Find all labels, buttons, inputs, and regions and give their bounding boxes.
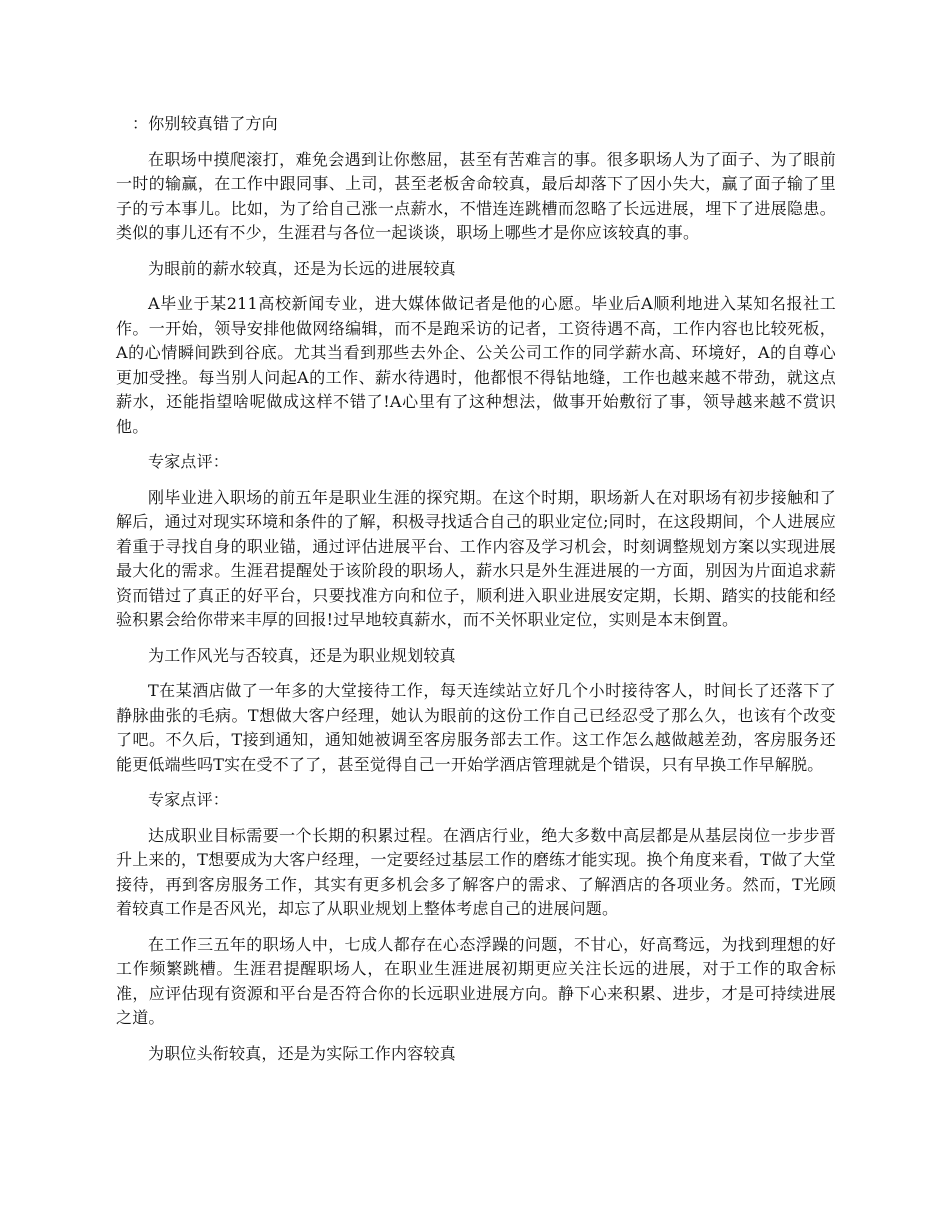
section-heading-salary: 为眼前的薪水较真，还是为长远的进展较真 [148,258,456,278]
section-heading-job-title: 为职位头衔较真，还是为实际工作内容较真 [148,1043,456,1063]
case-paragraph-t: T在某酒店做了一年多的大堂接待工作，每天连续站立好几个小时接待客人，时间长了还落下了静脉曲张的毛病。T想做大客户经理，她认为眼前的这份工作自己已经忍受了那么久，也该有个改变了吧。不久后，T接到通知，通知她被调至客房服务部去工作。这工作怎么越做越差劲，客房服务还能更低端些吗T实在受不了了，甚至觉得自己一开始学酒店管理就是个错误，只有早换工作早解脱。 [116,681,836,774]
case-paragraph-a: A毕业于某211高校新闻专业，进大媒体做记者是他的心愿。毕业后A顺利地进入某知名报社工作。一开始，领导安排他做网络编辑，而不是跑采访的记者，工资待遇不高，工作内容也比较死板，A的心情瞬间跌到谷底。尤其当看到那些去外企、公关公司工作的同学薪水高、环境好，A的自尊心更加受挫。每当别人问起A的工作、薪水待遇时，他都恨不得钻地缝，工作也越来越不带劲，就这点薪水，还能指望啥呢做成这样不错了!A心里有了这种想法，做事开始敷衍了事，领导越来越不赏识他。 [116,294,836,436]
advice-paragraph: 在工作三五年的职场人中，七成人都存在心态浮躁的问题，不甘心，好高骛远，为找到理想的好工作频繁跳槽。生涯君提醒职场人，在职业生涯进展初期更应关注长远的进展，对于工作的取舍标准，应评估现有资源和平台是否符合你的长远职业进展方向。静下心来积累、进步，才是可持续进展之道。 [116,934,836,1027]
document-title: ：你别较真错了方向 [132,114,278,133]
expert-comment-label: 专家点评： [148,790,230,809]
expert-comment-paragraph: 刚毕业进入职场的前五年是职业生涯的探究期。在这个时期，职场新人在对职场有初步接触和了解后，通过对现实环境和条件的了解，积极寻找适合自己的职业定位;同时，在这段期间，个人进展应着重于寻找自身的职业锚，通过评估进展平台、工作内容及学习机会，时刻调整规划方案以实现进展最大化的需求。生涯君提醒处于该阶段的职场人，薪水只是外生涯进展的一方面，别因为片面追求薪资而错过了真正的好平台，只要找准方向和位子，顺利进入职业进展安定期，长期、踏实的技能和经验积累会给你带来丰厚的回报!过早地较真薪水，而不关怀职业定位，实则是本末倒置。 [116,487,836,629]
intro-paragraph: 在职场中摸爬滚打，难免会遇到让你憋屈，甚至有苦难言的事。很多职场人为了面子、为了眼前一时的输赢，在工作中跟同事、上司，甚至老板舍命较真，最后却落下了因小失大，赢了面子输了里子的亏本事儿。比如，为了给自己涨一点薪水，不惜连连跳槽而忽略了长远进展，埋下了进展隐患。类似的事儿还有不少，生涯君与各位一起谈谈，职场上哪些才是你应该较真的事。 [116,149,836,242]
section-heading-career-plan: 为工作风光与否较真，还是为职业规划较真 [148,645,456,665]
expert-comment-paragraph: 达成职业目标需要一个长期的积累过程。在酒店行业，绝大多数中高层都是从基层岗位一步步晋升上来的，T想要成为大客户经理，一定要经过基层工作的磨练才能实现。换个角度来看，T做了大堂接待，再到客房服务工作，其实有更多机会多了解客户的需求、了解酒店的各项业务。然而，T光顾着较真工作是否风光，却忘了从职业规划上整体考虑自己的进展问题。 [116,825,836,918]
expert-comment-label: 专家点评： [148,452,230,471]
document-body [116,112,836,1077]
